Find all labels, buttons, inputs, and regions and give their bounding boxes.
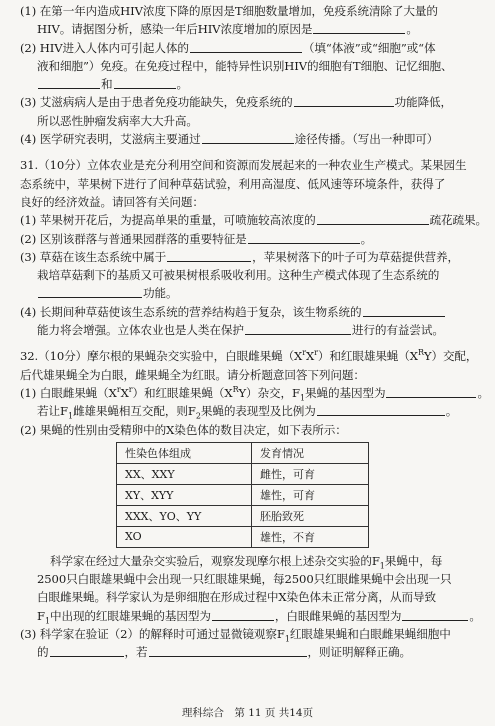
text: Y）杂交，F <box>238 385 300 400</box>
question-30-3-line2 <box>20 112 475 130</box>
text: 果蝇的表现型及比例为 <box>200 404 316 419</box>
text: 能力将会增强。立体农业也是人类在保护 <box>37 323 244 338</box>
text: Y）交配， <box>423 349 478 364</box>
question-32-3-line2 <box>20 643 475 661</box>
text: (3) 草菇在该生态系统中属于 <box>20 249 167 264</box>
text: (2) 区别该群落与普通果园群落的重要特征是 <box>20 231 247 246</box>
question-30-1-line1 <box>20 2 475 20</box>
subscript: 1 <box>299 393 305 403</box>
text: (3) 科学家在验证（2）的解释时可通过显微镜观察F <box>20 627 285 642</box>
answer-blank[interactable] <box>149 644 307 657</box>
text: 良好的经济效益。请回答有关问题： <box>20 194 204 209</box>
question-30-3-line1 <box>20 93 475 111</box>
superscript: R <box>232 385 239 395</box>
text: X <box>120 385 129 400</box>
text: 栽培草菇剩下的基质又可被果树根系吸收利用。这种生产模式体现了生态系统的 <box>37 268 440 283</box>
text: 。 <box>469 608 481 623</box>
text: 疏花疏果。 <box>429 213 488 228</box>
text: X <box>305 349 315 364</box>
question-31-3-line3 <box>20 284 475 302</box>
text: 。 <box>176 77 188 92</box>
answer-blank[interactable] <box>317 212 429 225</box>
text: 雌雄果蝇相互交配，则F <box>72 404 196 419</box>
subscript: 1 <box>284 634 290 644</box>
table-cell: 雄性，不育 <box>252 526 369 547</box>
text: (1) 苹果树开花后，为提高单果的重量，可喷施较高浓度的 <box>20 213 316 228</box>
question-32-1-line1 <box>20 384 489 403</box>
question-31-1 <box>20 211 488 229</box>
text: ，则证明解释正确。 <box>307 645 411 660</box>
question-31-3-line1 <box>20 248 475 266</box>
question-32-stem-line1 <box>20 347 478 365</box>
answer-blank[interactable] <box>50 644 124 657</box>
table-header-row <box>117 442 369 463</box>
question-30-2-line3 <box>20 75 475 93</box>
question-30-2-line2 <box>20 57 475 75</box>
text: （填“体液”或“细胞”或“体 <box>302 40 436 55</box>
question-31-stem-line2 <box>20 175 475 193</box>
question-32-3-line1 <box>20 625 475 643</box>
question-31-3-line2 <box>20 266 475 284</box>
text: 白眼雌果蝇。科学家认为是卵细胞在形成过程中X染色体未正常分离，从而导致 <box>37 590 436 605</box>
question-32-para-line4 <box>20 607 481 626</box>
text: (2) 果蝇的性别由受精卵中的X染色体的数目决定，如下表所示： <box>20 422 347 437</box>
answer-blank[interactable] <box>363 304 445 317</box>
answer-blank[interactable] <box>313 21 405 34</box>
answer-blank[interactable] <box>248 231 360 244</box>
page-footer: 理科综合 第 11 页 共14页 <box>181 707 314 719</box>
text: 。 <box>360 231 373 246</box>
superscript: r <box>116 385 121 395</box>
text: 科学家在经过大量杂交实验后，观察发现摩尔根上述杂交实验的F <box>50 553 380 568</box>
text: 所以恶性肿瘤发病率大大升高。 <box>37 113 198 128</box>
question-32-2-line <box>20 421 475 439</box>
table-cell: 胚胎致死 <box>252 505 369 526</box>
answer-blank[interactable] <box>212 608 274 621</box>
question-31-4-line2 <box>20 321 475 339</box>
superscript: r <box>128 385 133 395</box>
text: 功能。 <box>143 286 178 301</box>
text: 态系统中，苹果树下进行了间种草菇试验，利用高湿度、低风速等环境条件，获得了 <box>20 176 446 191</box>
table-row <box>117 526 369 547</box>
text: 。 <box>406 22 418 37</box>
question-30-2-line1 <box>20 39 475 57</box>
text: 液和细胞”）免疫。在免疫过程中，能特异性识别HIV的细胞有T细胞、记忆细胞、 <box>37 58 453 73</box>
text: 的 <box>37 645 49 660</box>
answer-blank[interactable] <box>202 131 294 144</box>
text: 果蝇的基因型为 <box>304 385 386 400</box>
text: 若让F <box>37 404 68 419</box>
question-31-stem-line1 <box>20 156 475 174</box>
table-cell: 雄性，可育 <box>252 484 369 505</box>
superscript: r <box>302 348 306 358</box>
answer-blank[interactable] <box>114 76 176 89</box>
text: (3) 艾滋病病人是由于患者免疫功能缺失，免疫系统的 <box>20 95 293 110</box>
table-cell: XO <box>117 526 252 547</box>
subscript: 2 <box>195 411 201 421</box>
question-30-1-line2 <box>20 20 475 38</box>
text: ，若 <box>124 645 148 660</box>
text: (1) 白眼雌果蝇（X <box>20 385 117 400</box>
table-row <box>117 505 369 526</box>
question-32-para-line3 <box>20 588 475 606</box>
answer-blank[interactable] <box>402 608 468 621</box>
text: 31.（10分）立体农业是充分利用空间和资源而发展起来的一种农业生产模式。某果园生 <box>20 158 467 173</box>
text: 功能降低， <box>394 95 453 110</box>
question-32-1-line2 <box>20 402 475 420</box>
question-31-2 <box>20 230 475 248</box>
question-30-4-line <box>20 130 475 148</box>
answer-blank[interactable] <box>38 285 142 298</box>
table-header-cell: 发育情况 <box>252 442 369 463</box>
question-32-stem-line2 <box>20 366 475 384</box>
answer-blank[interactable] <box>190 40 302 53</box>
table-cell: XXX、YO、YY <box>117 505 252 526</box>
text: 中出现的红眼雄果蝇的基因型为 <box>49 608 211 623</box>
table-row <box>117 484 369 505</box>
table-cell: 雌性，可育 <box>252 463 369 484</box>
table-cell: XX、XXY <box>117 463 252 484</box>
text: 。 <box>445 404 458 419</box>
text: 进行的有益尝试。 <box>351 323 444 338</box>
table-row <box>117 463 369 484</box>
text: (4) 医学研究表明，艾滋病主要通过 <box>20 132 201 147</box>
answer-blank[interactable] <box>38 76 100 89</box>
answer-blank[interactable] <box>167 249 251 262</box>
text: 果蝇中，每 <box>384 553 443 568</box>
answer-blank[interactable] <box>245 322 351 335</box>
text: 和 <box>101 77 113 92</box>
question-32-para-line1 <box>20 552 475 570</box>
answer-blank[interactable] <box>294 94 394 107</box>
text: 。 <box>477 385 489 400</box>
text: (2) HIV进入人体内可引起人体的 <box>20 40 189 55</box>
text: (4) 长期间种草菇使该生态系统的营养结构趋于复杂，该生物系统的 <box>20 304 362 319</box>
text: ，白眼雌果蝇的基因型为 <box>274 608 402 623</box>
text: ）和红眼雄果蝇（X <box>132 385 233 400</box>
answer-blank[interactable] <box>386 385 476 398</box>
subscript: 1 <box>44 616 50 626</box>
question-31-4-line1 <box>20 303 475 321</box>
question-32-para-line2 <box>20 570 475 588</box>
text: (1) 在第一年内造成HIV浓度下降的原因是T细胞数量增加，免疫系统清除了大量的 <box>20 4 438 18</box>
subscript: 1 <box>67 411 73 421</box>
table-cell: XY、XYY <box>117 484 252 505</box>
text: 途径传播。（写出一种即可） <box>294 132 439 147</box>
table-header-cell: 性染色体组成 <box>117 442 252 463</box>
subscript: 1 <box>379 561 385 571</box>
text: F <box>37 608 45 623</box>
text: HIV。请据图分析，感染一年后HIV浓度增加的原因是 <box>37 22 313 37</box>
text: 红眼雄果蝇和白眼雌果蝇细胞中 <box>289 627 451 642</box>
text: 2500只白眼雄果蝇中会出现一只红眼雄果蝇，每2500只红眼雌果蝇中会出现一只 <box>37 572 452 587</box>
superscript: r <box>314 348 318 358</box>
text: ）和红眼雄果蝇（X <box>317 349 418 364</box>
text: 后代雄果蝇全为白眼，雌果蝇全为红眼。请分析题意回答下列问题： <box>20 367 365 382</box>
chromosome-table <box>116 442 369 548</box>
question-31-stem-line3 <box>20 193 475 211</box>
text: ，苹果树落下的叶子可为草菇提供营养， <box>252 249 460 264</box>
text: 32.（10分）摩尔根的果蝇杂交实验中，白眼雌果蝇（X <box>20 349 303 364</box>
answer-blank[interactable] <box>317 403 445 416</box>
superscript: R <box>417 348 424 358</box>
